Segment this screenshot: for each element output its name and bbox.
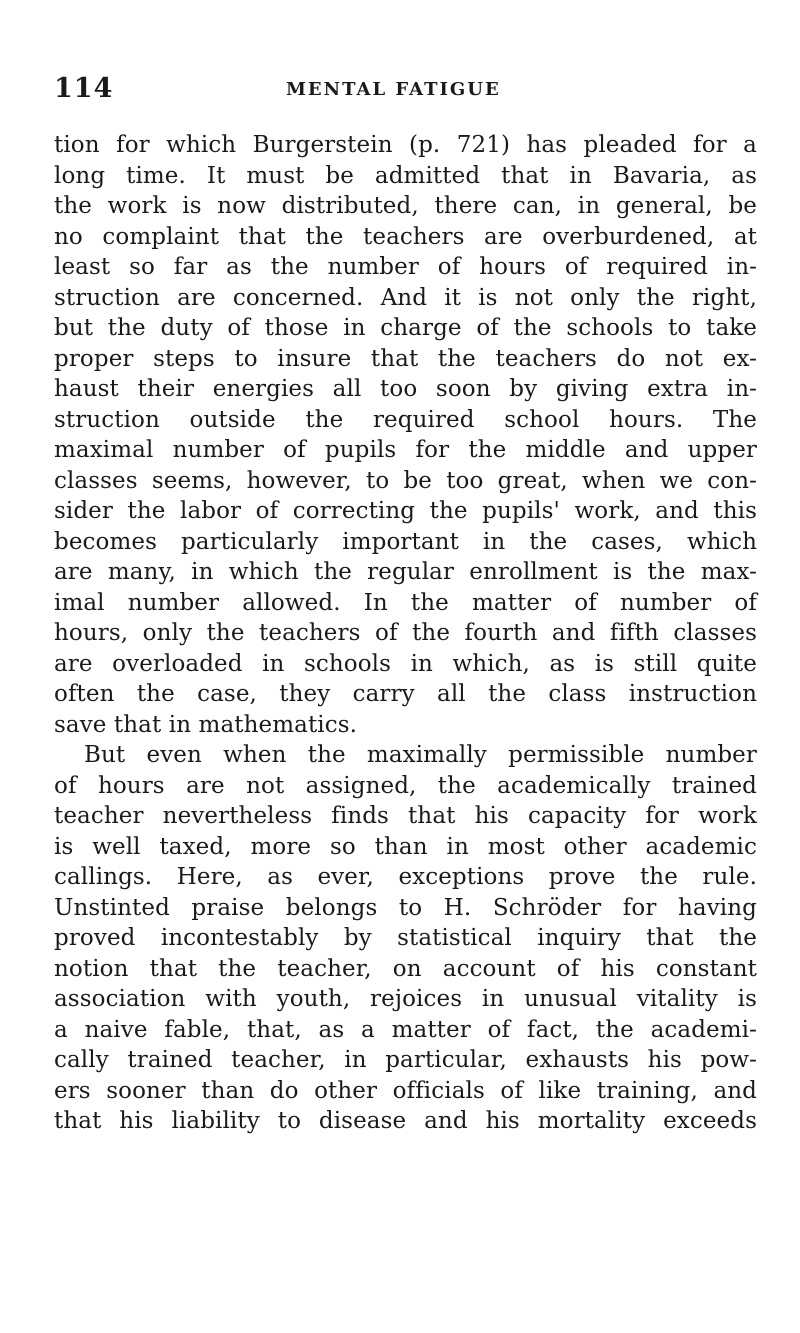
text-line: struction outside the required school hours. The — [54, 406, 757, 433]
text-line: proved incontestably by statistical inquiry that the — [54, 925, 757, 951]
running-title: MENTAL FATIGUE — [286, 79, 501, 100]
text-line: a naive fable, that, as a matter of fact, the academi- — [54, 1016, 757, 1043]
text-line: of hours are not assigned, the academically trained — [54, 772, 757, 799]
text-line: are many, in which the regular enrollment is the max- — [54, 559, 757, 585]
text-line: association with youth, rejoices in unusual vitality is — [54, 986, 757, 1012]
text-line: cally trained teacher, in particular, exhausts his pow- — [54, 1047, 757, 1073]
text-line: the work is now distributed, there can, in general, be — [54, 193, 757, 219]
text-line: imal number allowed. In the matter of number of — [54, 589, 757, 616]
text-line: ers sooner than do other officials of like training, and — [54, 1077, 757, 1104]
text-line: is well taxed, more so than in most other academic — [54, 833, 757, 860]
text-line: teacher nevertheless finds that his capacity for work — [54, 803, 757, 829]
text-line: that his liability to disease and his mortality exceeds — [54, 1108, 757, 1134]
text-line: haust their energies all too soon by giving extra in- — [54, 376, 757, 402]
text-line: are overloaded in schools in which, as is still quite — [54, 650, 757, 677]
text-line: but the duty of those in charge of the schools to take — [54, 315, 757, 341]
text-line: often the case, they carry all the class instruction — [54, 681, 757, 707]
text-line: maximal number of pupils for the middle and upper — [54, 437, 757, 463]
text-line: long time. It must be admitted that in Bavaria, as — [54, 162, 757, 189]
text-line: sider the labor of correcting the pupils' work, and this — [54, 498, 757, 524]
text-line: But even when the maximally permissible number — [84, 742, 757, 768]
text-line: hours, only the teachers of the fourth and fifth classes — [54, 620, 757, 646]
text-line: callings. Here, as ever, exceptions prove the rule. — [54, 864, 757, 890]
text-line: notion that the teacher, on account of his constant — [54, 955, 757, 982]
text-line: becomes particularly important in the cases, which — [54, 528, 757, 555]
running-head — [54, 72, 746, 106]
text-line: struction are concerned. And it is not only the right, — [54, 284, 757, 311]
text-line: proper steps to insure that the teachers do not ex- — [54, 345, 757, 372]
page-number: 114 — [54, 73, 114, 104]
text-line: Unstinted praise belongs to H. Schröder for having — [54, 894, 757, 921]
body-text — [54, 130, 757, 1137]
text-line: tion for which Burgerstein (p. 721) has pleaded for a — [54, 132, 757, 158]
text-line: save that in mathematics. — [54, 711, 358, 738]
text-line: no complaint that the teachers are overburdened, at — [54, 223, 757, 250]
text-line: classes seems, however, to be too great, when we con- — [54, 467, 757, 494]
text-line: least so far as the number of hours of required in- — [54, 254, 757, 280]
